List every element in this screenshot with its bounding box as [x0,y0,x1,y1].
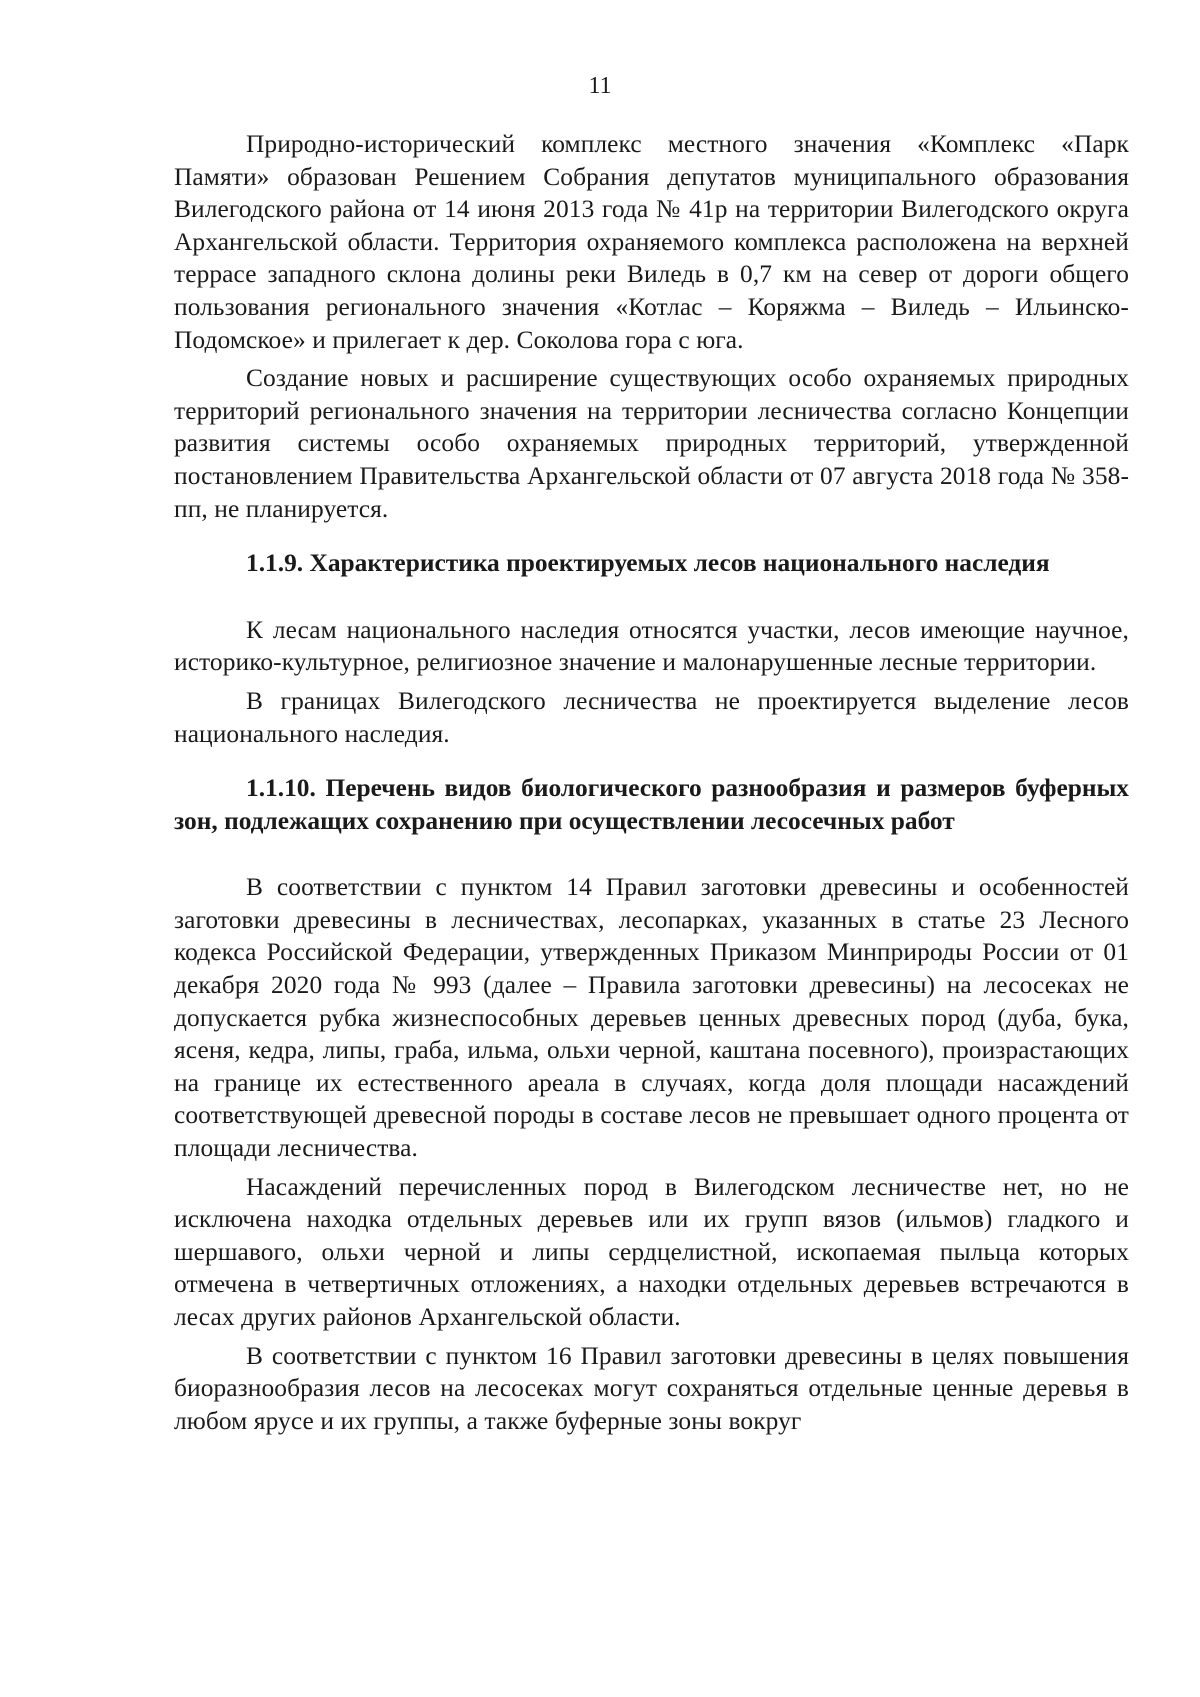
paragraph-rule-14: В соответствии с пунктом 14 Правил заготовки древесины и особенностей заготовки древесины в лесничествах, лесопарках, указанных в статье 23 Лесного кодекса Российской Федерации, утвержденных Приказом Минприроды России от 01 декабря 2020 года № 993 (далее – Правила заготовки древесины) на лесосеках не допускается рубка жизнеспособных деревьев ценных древесных пород (дуба, бука, ясеня, кедра, липы, граба, ильма, ольхи черной, каштана посевного), произрастающих на границе их естественного ареала в случаях, когда доля площади насаждений соответствующей древесной породы в составе лесов не превышает одного процента от площади лесничества. [174,873,1129,1163]
document-body [174,128,1129,1437]
paragraph-no-heritage-allocation: В границах Вилегодского лесничества не проектируется выделение лесов национального наследия. [174,686,1129,748]
section-heading-1-1-9: 1.1.9. Характеристика проектируемых лесов национального наследия [246,549,1050,578]
page-number: 11 [588,73,612,99]
paragraph-park-pamyati: Природно-исторический комплекс местного значения «Комплекс «Парк Памяти» образован Решением Собрания депутатов муниципального образования Вилегодского района от 14 июня 2013 года № 41р на территории Вилегодского округа Архангельской области. Территория охраняемого комплекса расположена на верхней террасе западного склона долины реки Виледь в 0,7 км на север от дороги общего пользования регионального значения «Котлас – Коряжма – Виледь – Ильинско-Подомское» и прилегает к дер. Соколова гора с юга. [174,130,1129,354]
section-heading-1-1-10: 1.1.10. Перечень видов биологического разнообразия и размеров буферных зон, подлежащих сохранению при осуществлении лесосечных работ [174,774,1129,835]
paragraph-rule-16: В соответствии с пунктом 16 Правил заготовки древесины в целях повышения биоразнообразия лесов на лесосеках могут сохраняться отдельные ценные деревья в любом ярусе и их группы, а также буферные зоны вокруг [174,1341,1129,1435]
paragraph-new-protected-areas: Создание новых и расширение существующих особо охраняемых природных территорий регионального значения на территории лесничества согласно Концепции развития системы особо охраняемых природных территорий, утвержденной постановлением Правительства Архангельской области от 07 августа 2018 года № 358-пп, не планируется. [174,364,1129,523]
paragraph-national-heritage-forests: К лесам национального наследия относятся участки, лесов имеющие научное, историко-культурное, религиозное значение и малонарушенные лесные территории. [174,615,1129,677]
paragraph-species-absent: Насаждений перечисленных пород в Вилегодском лесничестве нет, но не исключена находка отдельных деревьев или их групп вязов (ильмов) гладкого и шершавого, ольхи черной и липы сердцелистной, ископаемая пыльца которых отмечена в четвертичных отложениях, а находки отдельных деревьев встречаются в лесах других районов Архангельской области. [174,1172,1129,1331]
